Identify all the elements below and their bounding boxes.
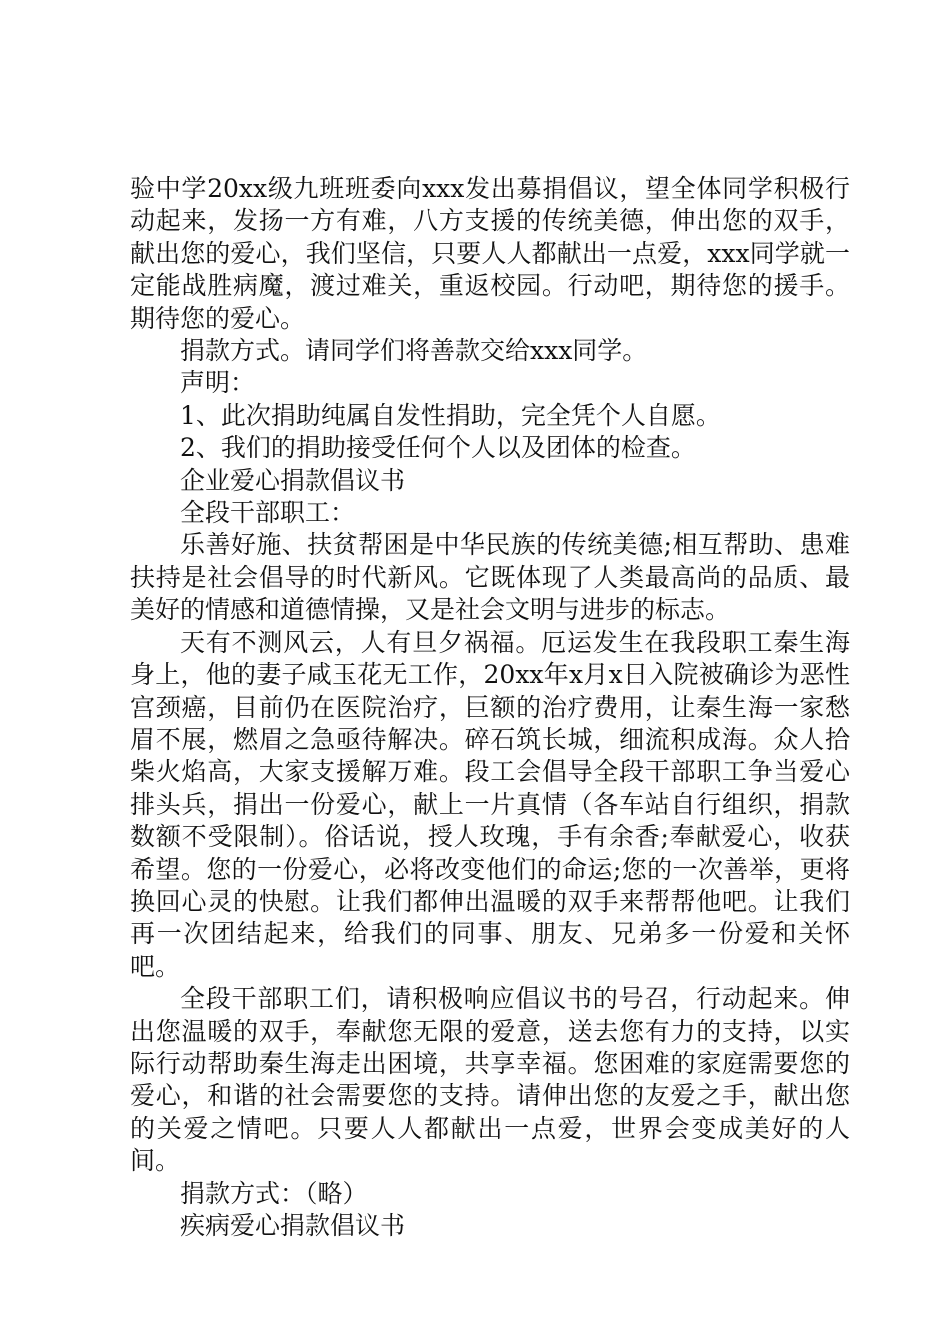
paragraph-call-to-action: 全段干部职工们，请积极响应倡议书的号召，行动起来。伸出您温暖的双手，奉献您无限的爱意，送去您有力的支持，以实际行动帮助秦生海走出困境，共享幸福。您困难的家庭需要您的爱心，和谐的社会需要您的支持。请伸出您的友爱之手，献出您的关爱之情吧。只要人人都献出一点爱，世界会变成美好的人间。 (130, 984, 850, 1176)
paragraph-statement-1: 1、此次捐助纯属自发性捐助，完全凭个人自愿。 (180, 400, 721, 430)
section-title-enterprise: 企业爱心捐款倡议书 (180, 465, 406, 495)
paragraph-statement-2: 2、我们的捐助接受任何个人以及团体的检查。 (180, 433, 696, 463)
paragraph-salutation: 全段干部职工： (180, 498, 356, 528)
paragraph-donation-method-2: 捐款方式：（略） (180, 1178, 368, 1208)
paragraph-statement-heading: 声明： (180, 368, 256, 398)
section-title-illness: 疾病爱心捐款倡议书 (180, 1211, 406, 1240)
paragraph-appeal-continued: 验中学20xx级九班班委向xxx发出募捐倡议，望全体同学积极行动起来，发扬一方有难，八方支援的传统美德，伸出您的双手，献出您的爱心，我们坚信，只要人人都献出一点爱，xxx同学就一定能战胜病魔，渡过难关，重返校园。行动吧，期待您的援手。期待您的爱心。 (130, 174, 850, 333)
paragraph-donation-method: 捐款方式。请同学们将善款交给xxx同学。 (180, 336, 648, 366)
paragraph-story: 天有不测风云，人有旦夕祸福。厄运发生在我段职工秦生海身上，他的妻子咸玉花无工作，20xx年x月x日入院被确诊为恶性宫颈癌，目前仍在医院治疗，巨额的治疗费用，让秦生海一家愁眉不展，燃眉之急亟待解决。碎石筑长城，细流积成海。众人拾柴火焰高，大家支援解万难。段工会倡导全段干部职工争当爱心排头兵，捐出一份爱心，献上一片真情（各车站自行组织，捐款数额不受限制）。俗话说，授人玫瑰，手有余香;奉献爱心，收获希望。您的一份爱心，必将改变他们的命运;您的一次善举，更将换回心灵的快慰。让我们都伸出温暖的双手来帮帮他吧。让我们再一次团结起来，给我们的同事、朋友、兄弟多一份爱和关怀吧。 (130, 627, 850, 981)
paragraph-virtue: 乐善好施、扶贫帮困是中华民族的传统美德;相互帮助、患难扶持是社会倡导的时代新风。它既体现了人类最高尚的品质、最美好的情感和道德情操，又是社会文明与进步的标志。 (130, 530, 850, 625)
document-body (130, 173, 850, 1242)
